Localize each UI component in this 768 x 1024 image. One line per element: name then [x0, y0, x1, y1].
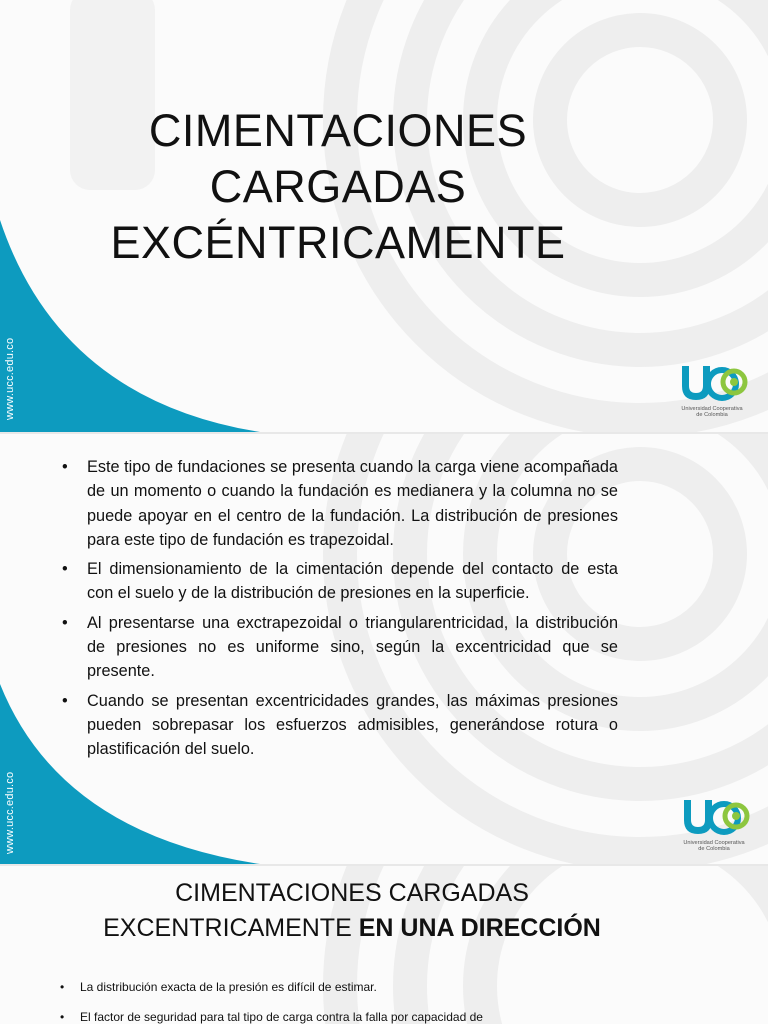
bullet-item: • Este tipo de fundaciones se presenta cuando la carga viene acompañada de un momento o cuando la fundación es medianera y la columna no se puede apoyar en el centro de la fundación. La distribución de presiones para este tipo de fundación es trapezoidal. [60, 455, 618, 552]
bullet-list [60, 978, 620, 1024]
logo-caption-line1: Universidad Cooperativa [683, 840, 745, 846]
title-line-1: CIMENTACIONES CARGADAS [175, 879, 529, 907]
title-line-3: EXCÉNTRICAMENTE [110, 217, 566, 268]
url-vertical[interactable]: www.ucc.edu.co [4, 337, 16, 420]
bullet-item: • El dimensionamiento de la cimentación depende del contacto de esta con el suelo y de la distribución de presiones en la superficie. [60, 557, 618, 606]
bullet-item: • Al presentarse una exctrapezoidal o triangularentricidad, la distribución de presiones no es uniforme sino, según la excentricidad que se presente. [60, 611, 618, 684]
bullet-item: • El factor de seguridad para tal tipo de carga contra la falla por capacidad de [60, 1008, 620, 1024]
slide-title [0, 0, 768, 432]
logo-caption-line1: Universidad Cooperativa [681, 406, 743, 412]
logo-caption-line2: de Colombia [696, 412, 728, 418]
title-line-1: CIMENTACIONES [148, 105, 528, 156]
ucc-logo [670, 360, 754, 420]
ucc-logo [672, 794, 756, 854]
slide3-title [40, 876, 664, 946]
slide-section [0, 866, 768, 1024]
bullet-item: • La distribución exacta de la presión es difícil de estimar. [60, 978, 620, 996]
ucc-logo-mark [670, 360, 754, 406]
bullet-item: • Cuando se presentan excentricidades grandes, las máximas presiones pueden sobrepasar los esfuerzos admisibles, generándose rotura o plastificación del suelo. [60, 689, 618, 762]
url-vertical[interactable]: www.ucc.edu.co [4, 771, 16, 854]
bullet-list [60, 455, 618, 767]
slide-content [0, 434, 768, 864]
logo-caption-line2: de Colombia [698, 846, 730, 852]
title-line-2-bold: EN UNA DIRECCIÓN [358, 914, 601, 942]
ucc-logo-caption [672, 840, 756, 852]
ucc-logo-caption [670, 406, 754, 418]
title-line-2-regular: EXCENTRICAMENTE [103, 914, 352, 942]
ucc-logo-mark [672, 794, 756, 840]
title-line-2: CARGADAS [209, 161, 467, 212]
title-line-2 [40, 911, 664, 946]
slide1-title [0, 103, 676, 271]
